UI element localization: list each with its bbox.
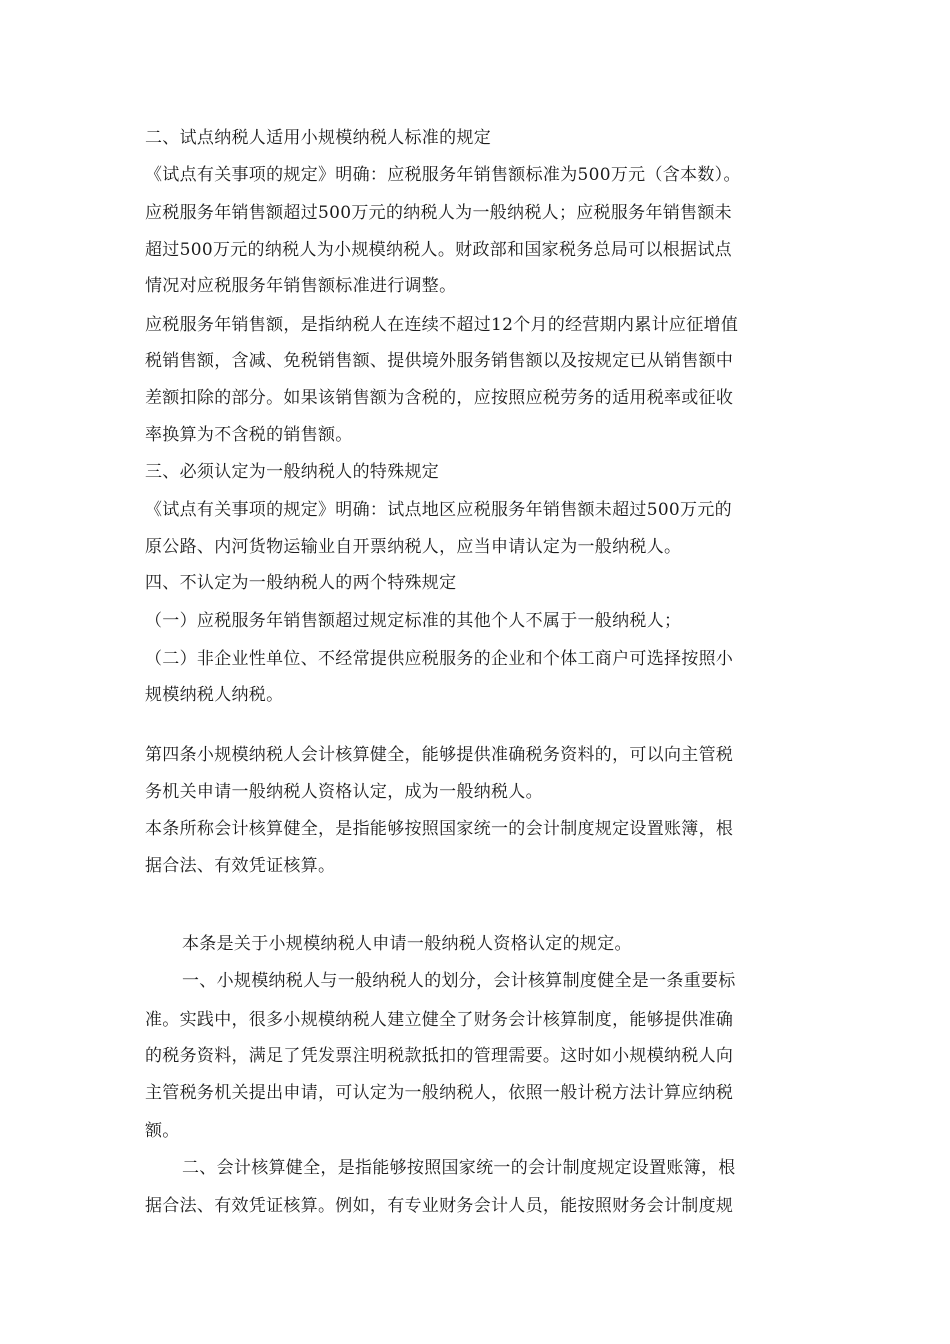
- text-line: 据合法、有效凭证核算。例如，有专业财务会计人员，能按照财务会计制度规: [145, 1196, 734, 1216]
- text-line: 据合法、有效凭证核算。: [145, 856, 336, 876]
- text-line: 规模纳税人纳税。: [145, 685, 284, 705]
- text-line: 准。实践中，很多小规模纳税人建立健全了财务会计核算制度，能够提供准确: [145, 1010, 734, 1030]
- text-line: 率换算为不含税的销售额。: [145, 425, 353, 445]
- text-line: 应税服务年销售额超过500万元的纳税人为一般纳税人；应税服务年销售额未: [145, 203, 732, 223]
- section-heading-4: 四、不认定为一般纳税人的两个特殊规定: [145, 573, 457, 593]
- section-heading-2: 二、试点纳税人适用小规模纳税人标准的规定: [145, 128, 491, 148]
- article-4-text: 第四条小规模纳税人会计核算健全，能够提供准确税务资料的，可以向主管税: [145, 745, 734, 765]
- text-line: 一、小规模纳税人与一般纳税人的划分，会计核算制度健全是一条重要标: [182, 971, 736, 991]
- text-line: 原公路、内河货物运输业自开票纳税人，应当申请认定为一般纳税人。: [145, 537, 682, 557]
- text-line: 《试点有关事项的规定》明确：试点地区应税服务年销售额未超过500万元的: [145, 500, 732, 520]
- text-line: 的税务资料，满足了凭发票注明税款抵扣的管理需要。这时如小规模纳税人向: [145, 1046, 734, 1066]
- text-line: 差额扣除的部分。如果该销售额为含税的，应按照应税劳务的适用税率或征收: [145, 388, 734, 408]
- text-line: 务机关申请一般纳税人资格认定，成为一般纳税人。: [145, 782, 543, 802]
- text-line: 主管税务机关提出申请，可认定为一般纳税人，依照一般计税方法计算应纳税: [145, 1083, 734, 1103]
- text-line: 额。: [145, 1121, 180, 1141]
- text-line: 《试点有关事项的规定》明确：应税服务年销售额标准为500万元（含本数）。: [145, 165, 741, 185]
- text-line: 情况对应税服务年销售额标准进行调整。: [145, 276, 457, 296]
- text-line: （二）非企业性单位、不经常提供应税服务的企业和个体工商户可选择按照小: [145, 649, 734, 669]
- commentary-intro: 本条是关于小规模纳税人申请一般纳税人资格认定的规定。: [182, 934, 632, 954]
- text-line: 超过500万元的纳税人为小规模纳税人。财政部和国家税务总局可以根据试点: [145, 240, 732, 260]
- text-line: 应税服务年销售额，是指纳税人在连续不超过12个月的经营期内累计应征增值: [145, 315, 739, 335]
- section-heading-3: 三、必须认定为一般纳税人的特殊规定: [145, 462, 440, 482]
- text-line: 本条所称会计核算健全，是指能够按照国家统一的会计制度规定设置账簿，根: [145, 819, 734, 839]
- text-line: 税销售额，含减、免税销售额、提供境外服务销售额以及按规定已从销售额中: [145, 351, 734, 371]
- text-line: 二、会计核算健全，是指能够按照国家统一的会计制度规定设置账簿，根: [182, 1158, 736, 1178]
- text-line: （一）应税服务年销售额超过规定标准的其他个人不属于一般纳税人；: [145, 611, 682, 631]
